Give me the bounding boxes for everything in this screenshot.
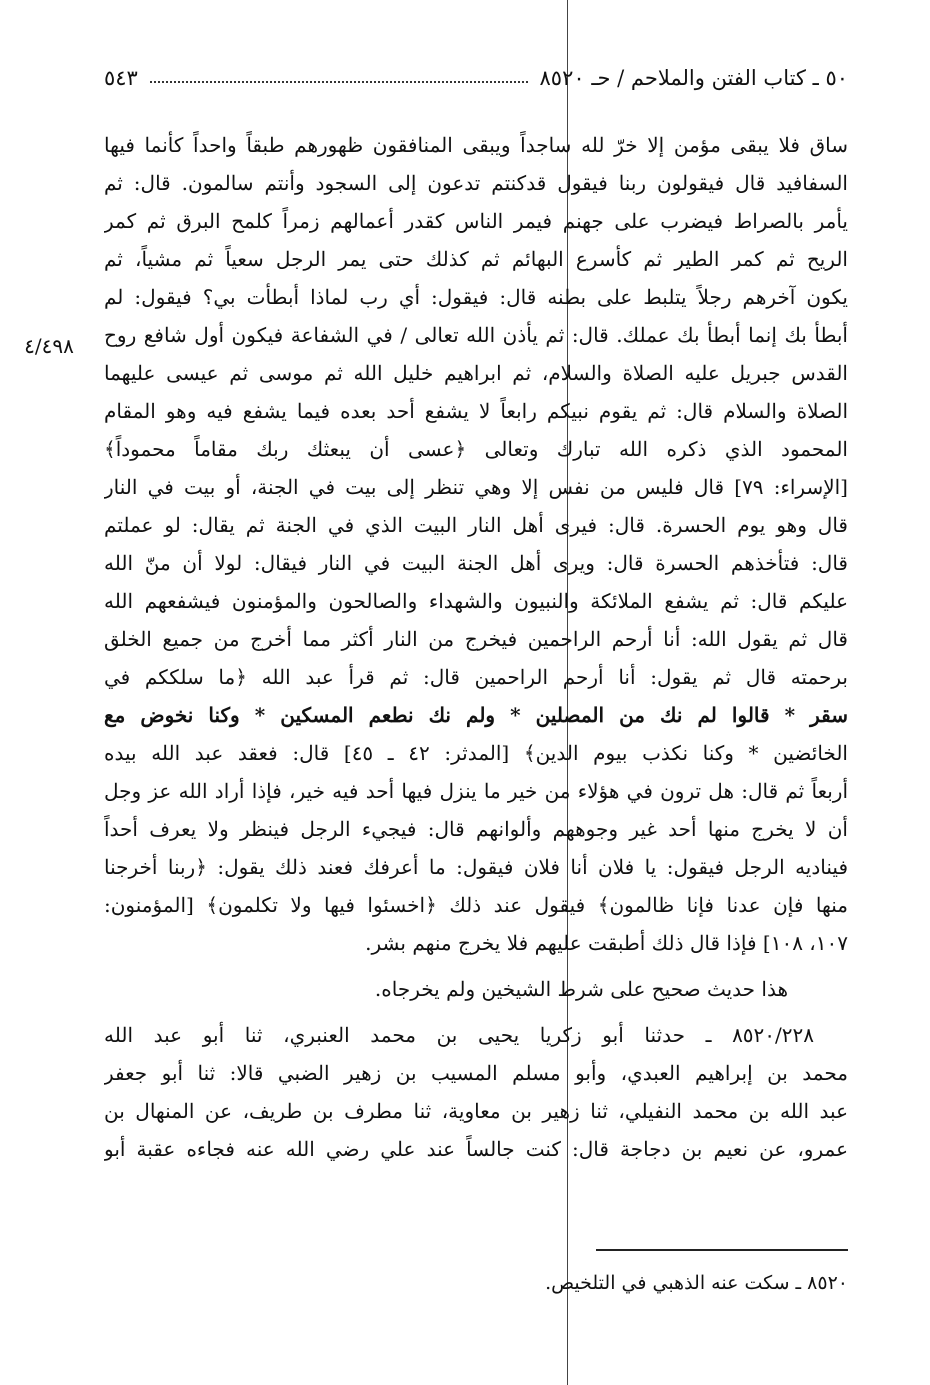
text-line: أن لا يخرج منها أحد غير وجوههم وألوانهم قال: فيجيء الرجل فينظر ولا يعرف أحداً	[104, 817, 848, 841]
text-line: أربعاً ثم قال: هل ترون في هؤلاء من خير ما ينزل فيها أحد فيه خير، فإذا أراد الله عز وجل	[104, 779, 848, 803]
text-line: المحمود الذي ذكره الله تبارك وتعالى ﴿عسى أن يبعثك ربك مقاماً محموداً﴾	[104, 437, 848, 461]
footnote-divider	[596, 1249, 848, 1251]
text-line: الريح ثم كمر الطير ثم كأسرع البهائم ثم كذلك حتى يمر الرجل سعياً ثم مشياً، ثم	[104, 247, 848, 271]
text-line: يكون آخرهم رجلاً يتلبط على بطنه قال: فيقول: أي رب لماذا أبطأت بي؟ فيقول: لم	[104, 285, 848, 309]
text-line: القدس جبريل عليه الصلاة والسلام، ثم ابراهيم خليل الله ثم موسى ثم عيسى عليهما	[104, 361, 848, 385]
text-line: قال وهو يوم الحسرة. قال: فيرى أهل النار البيت الذي في الجنة ثم يقال: لو عملتم	[104, 513, 848, 537]
running-title: ٥٠ ـ كتاب الفتن والملاحم / حـ ٨٥٢٠	[539, 66, 848, 90]
header-dot-leader	[150, 81, 528, 83]
text-line: [الإسراء: ٧٩] قال فليس من نفس إلا وهي تنظر إلى بيت في الجنة، أو بيت في النار	[104, 475, 848, 499]
margin-reference: ٤/٤٩٨	[24, 334, 74, 358]
text-line: عليكم قال: ثم يشفع الملائكة والنبيون والشهداء والصالحون والمؤمنون فيشفعهم الله	[104, 589, 848, 613]
text-line: السفافيد قال فيقولون ربنا فيقول قدكنتم تدعون إلى السجود وأنتم سالمون. قال: ثم	[104, 171, 848, 195]
text-line: منها فإن عدنا فإنا ظالمون﴾ فيقول عند ذلك ﴿اخسئوا فيها ولا تكلمون﴾ [المؤمنون:	[104, 893, 848, 917]
text-line: ١٠٧، ١٠٨] فإذا قال ذلك أطبقت عليهم فلا يخرج منهم بشر.	[365, 931, 848, 955]
quran-line: سقر * قالوا لم نك من المصلين * ولم نك نطعم المسكين * وكنا نخوض مع	[104, 703, 848, 727]
hadith-number-line: ٨٥٢٠/٢٢٨ ـ حدثنا أبو زكريا يحيى بن محمد العنبري، ثنا أبو عبد الله	[104, 1023, 814, 1047]
body-text	[104, 126, 848, 1168]
text-line: برحمته قال ثم يقول: أنا أرحم الراحمين قال: ثم قرأ عبد الله ﴿ما سلككم في	[104, 665, 848, 689]
page-header	[104, 58, 848, 98]
text-line: ساق فلا يبقى مؤمن إلا خرّ لله ساجداً ويبقى المنافقون ظهورهم طبقاً واحداً كأنما فيها	[104, 133, 848, 157]
page-number: ٥٤٣	[104, 66, 138, 90]
text-line: يأمر بالصراط فيضرب على جهنم فيمر الناس كقدر أعمالهم زمراً كلمح البرق ثم كمر	[104, 209, 848, 233]
text-line: قال ثم يقول الله: أنا أرحم الراحمين فيخرج من النار أكثر مما أخرج من جميع الخلق	[104, 627, 848, 651]
text-line: عبد الله بن محمد النفيلي، ثنا زهير بن معاوية، ثنا مطرف بن طريف، عن المنهال بن	[104, 1099, 848, 1123]
text-line: فيناديه الرجل فيقول: يا فلان أنا فلان فيقول: ما أعرفك فعند ذلك يقول: ﴿ربنا أخرجنا	[104, 855, 848, 879]
hadith-grading: هذا حديث صحيح على شرط الشيخين ولم يخرجاه.	[374, 977, 788, 1001]
text-line: الصلاة والسلام قال: ثم يقوم نبيكم رابعاً لا يشفع أحد بعده فيما يشفع فيه وهو المقام	[104, 399, 848, 423]
text-line: عمرو، عن نعيم بن دجاجة قال: كنت جالساً عند علي رضي الله عنه فجاءه عقبة أبو	[104, 1137, 848, 1161]
text-line: قال: فتأخذهم الحسرة قال: ويرى أهل الجنة البيت في النار فيقال: لولا أن منّ الله	[104, 551, 848, 575]
footnote: ٨٥٢٠ ـ سكت عنه الذهبي في التلخيص.	[545, 1272, 848, 1294]
text-line: أبطأ بك إنما أبطأ بك عملك. قال: ثم يأذن الله تعالى / في الشفاعة فيكون أول شافع روح	[104, 323, 848, 347]
text-line: محمد بن إبراهيم العبدي، وأبو مسلم المسيب بن زهير الضبي قالا: ثنا أبو جعفر	[104, 1061, 848, 1085]
text-line: الخائضين * وكنا نكذب بيوم الدين﴾ [المدثر: ٤٢ ـ ٤٥] قال: فعقد عبد الله بيده	[104, 741, 848, 765]
